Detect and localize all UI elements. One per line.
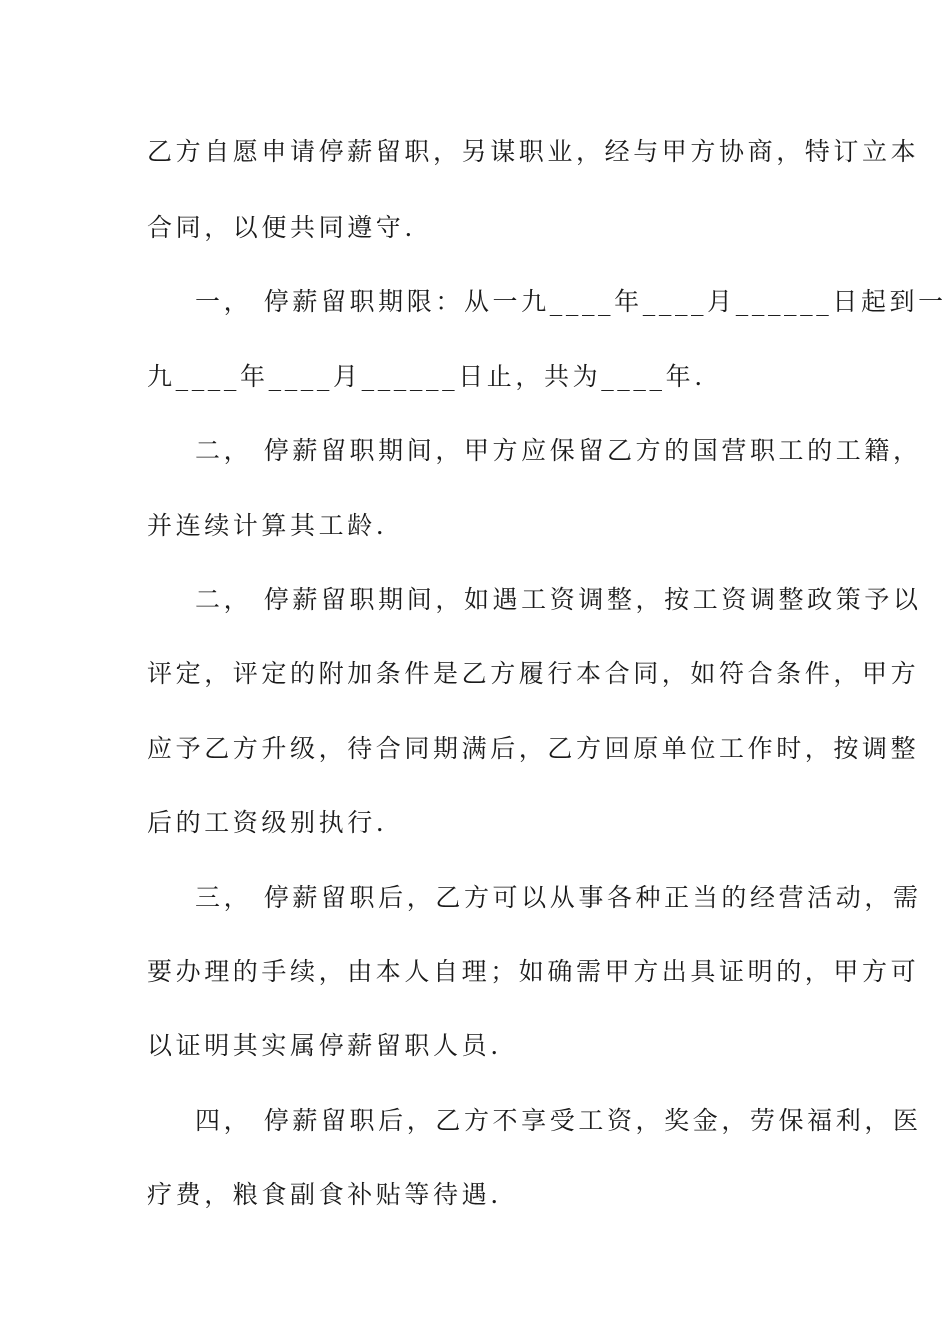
clause-4-heading-line: 三， 停薪留职后，乙方可以从事各种正当的经营活动，需 [195,883,922,912]
text-line: 后的工资级别执行. [147,808,388,837]
clause-2-heading-line: 二， 停薪留职期间，甲方应保留乙方的国营职工的工籍， [195,436,922,465]
text-line: 九____年____月______日止，共为____年. [147,362,706,391]
text-line: 合同，以便共同遵守. [147,213,416,242]
text-line: 疗费，粮食副食补贴等待遇. [147,1180,502,1209]
clause-5-heading-line: 四， 停薪留职后，乙方不享受工资，奖金，劳保福利，医 [195,1106,922,1135]
clause-1-heading-line: 一， 停薪留职期限：从一九____年____月______日起到一 [195,287,947,316]
text-line: 乙方自愿申请停薪留职，另谋职业，经与甲方协商，特订立本 [147,137,920,166]
text-line: 并连续计算其工龄. [147,511,388,540]
text-line: 以证明其实属停薪留职人员. [147,1031,502,1060]
text-line: 评定，评定的附加条件是乙方履行本合同，如符合条件，甲方 [147,659,920,688]
text-line: 要办理的手续，由本人自理；如确需甲方出具证明的，甲方可 [147,957,920,986]
text-line: 应予乙方升级，待合同期满后，乙方回原单位工作时，按调整 [147,734,920,763]
clause-3-heading-line: 二， 停薪留职期间，如遇工资调整，按工资调整政策予以 [195,585,922,614]
